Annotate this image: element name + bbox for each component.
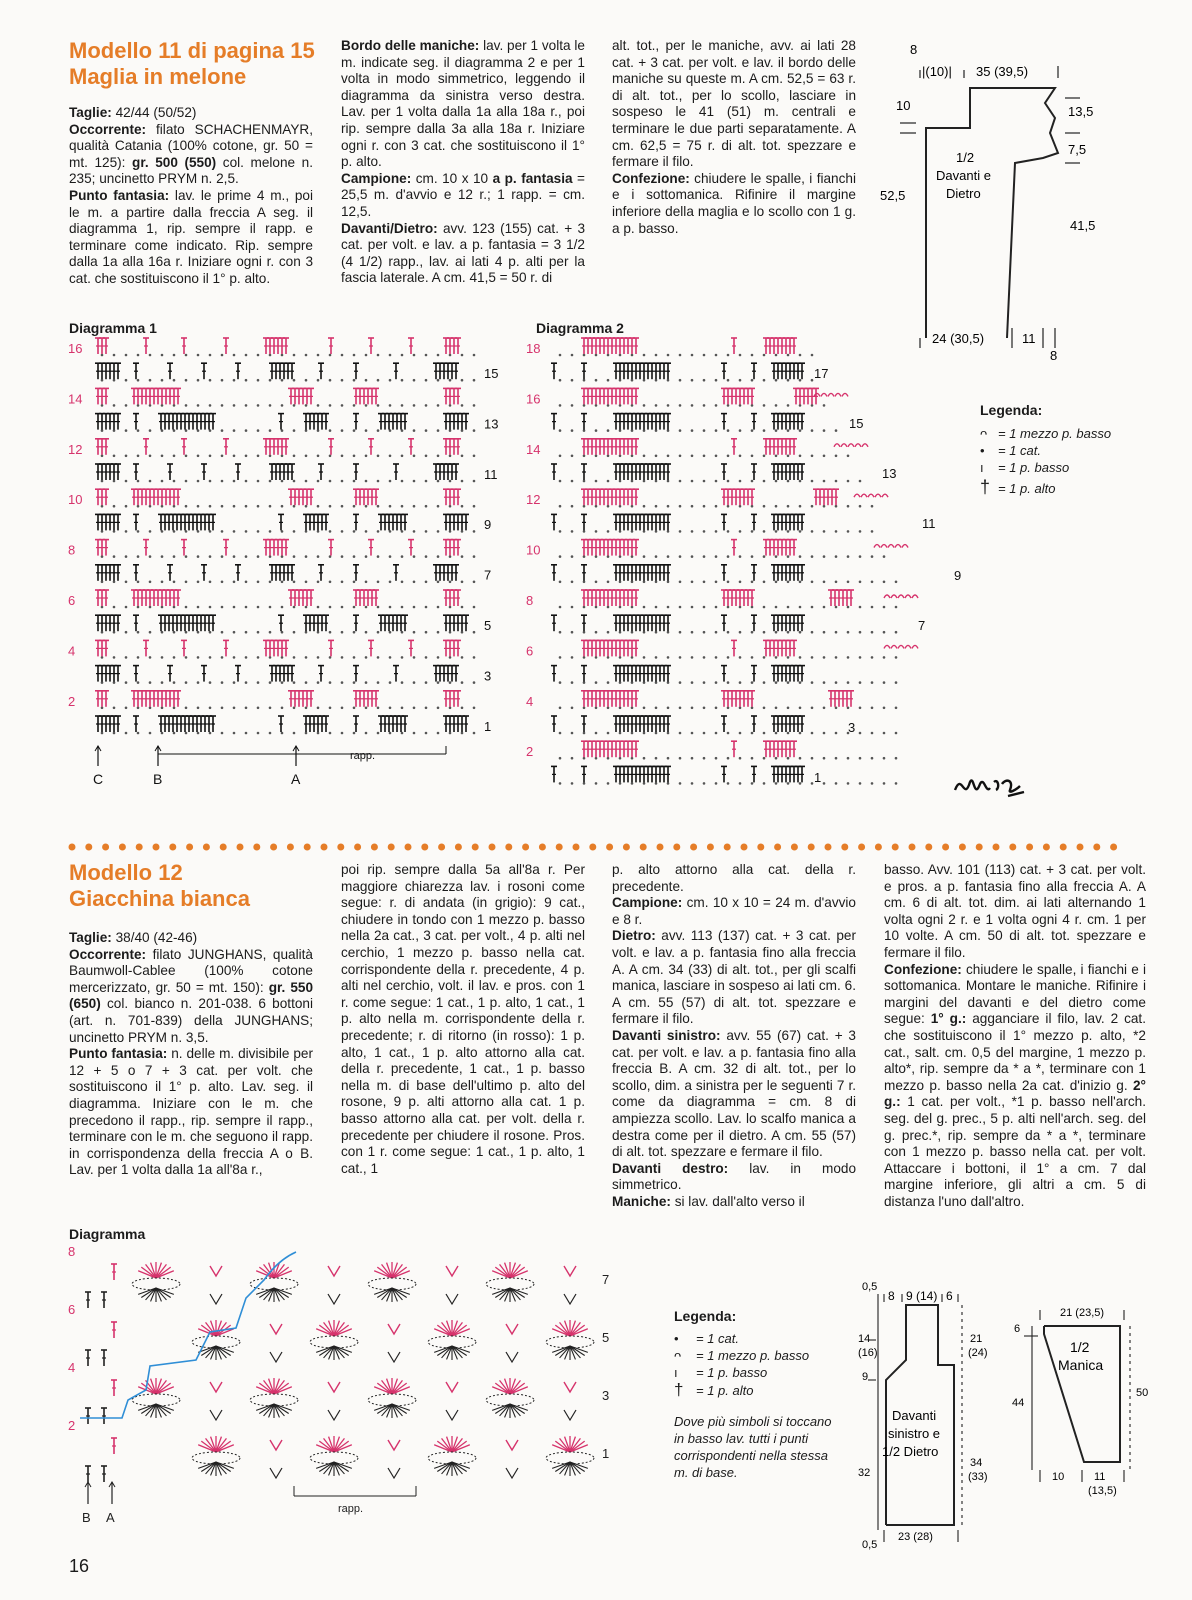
diagram2-row-12: 12 [526,492,541,508]
double-stitch-icon: † [674,1380,684,1399]
front-dim-14: 14 [858,1333,871,1345]
m12-diagram-row-5: 5 [602,1330,610,1345]
m12-legend [674,1308,854,1481]
single-stitch-icon: ı [674,1365,678,1380]
diagram1-row-14: 14 [68,391,83,407]
sleeve-dim-44: 44 [1012,1397,1025,1409]
diagram2-row-1: 1 [814,770,822,785]
m12-diagram-rapp: rapp. [338,1503,364,1515]
diagram2-row-18: 18 [526,341,541,356]
diagram2 [524,336,964,806]
diagram2-row-6: 6 [526,643,534,659]
diagram2-row-16: 16 [526,391,541,407]
m12-diagram [66,1240,646,1540]
front-dim-05-top: 0,5 [862,1281,878,1293]
half-stitch-icon: ᴖ [674,1348,682,1363]
front-dim-23: 23 (28) [898,1531,933,1543]
front-dim-6: 6 [946,1289,953,1303]
front-label-sinistro: sinistro e [888,1426,941,1441]
diagram1-row-12: 12 [68,441,83,457]
schema-dim-24: 24 (30,5) [932,331,985,346]
diagram1-row-7: 7 [484,567,492,583]
diagram1-row-11: 11 [484,466,498,482]
m11-schematic [880,38,1120,368]
m12-diagram-row-4: 4 [68,1360,76,1375]
diagram1-row-16: 16 [68,341,83,356]
schema-dim-11: 11 [1022,331,1036,346]
schema-dim-8-bottom: 8 [1050,348,1058,363]
legend-row-mezzo: ᴖ = 1 mezzo p. basso [980,426,1112,441]
m12-col1: Taglie: 38/40 (42-46) Occorrente: filato JUNGHANS, qualità Baumwoll-Cablee (100% cotone mercerizzato, gr. 50 = mt. 150): gr. 550 (650) col. bianco n. 201-038. 6 bottoni (art. n. 701-839) della JUNGHANS; uncinetto PRYM n. 3,5. Punto fantasia: n. delle m. divisibile per 12 + 5 o 7 + 3 cat. per volt. che sostituiscono il 1° p. alto. Lav. seg. il diagramma. Iniziare con le m. che precedono il rapp., rip. sempre il rapp., terminare con le m. che seguono il rapp. in corrispondenza della freccia A o B. Lav. per 1 volta dalla 1a all'8a r., [69,930,313,1178]
diagram2-row-8: 8 [526,593,534,608]
legend2-row-alto: † = 1 p. alto [674,1380,754,1399]
legend-row-alto: † = 1 p. alto [980,477,1056,497]
sleeve-half: 1/2 [1070,1339,1090,1355]
m12-diagram-row-8: 8 [68,1244,76,1259]
diagram2-row-4: 4 [526,693,534,709]
single-stitch-icon: ı [980,460,984,475]
m12-col3: p. alto attorno alla cat. della r. precedente. Campione: cm. 10 x 10 = 24 m. d'avvio e 8 r. Dietro: avv. 113 (137) cat. + 3 cat. per volt. e lav. a p. fantasia fino alla freccia A. A cm. 34 (33) di alt. tot., per gli scalfi manica, lasciare in sospeso ai lati cm. 6. A cm. 55 (57) di alt. tot. spezzare e fermare il filo. Davanti sinistro: avv. 55 (67) cat. + 3 cat. per volt. e lav. a p. fantasia fino alla freccia B. A cm. 32 di alt. tot., per lo scollo, dim. a sinistra per le seguenti 7 r. come da diagramma = cm. 8 di ampiezza scollo. Lav. lo scalfo manica a destra come per il dietro. A cm. 55 (57) di alt. tot. spezzare e fermare il filo. Davanti destro: lav. in modo simmetrico. Maniche: si lav. dall'alto verso il [612,862,857,1209]
diagram2-title: Diagramma 2 [536,320,624,336]
diagram1-row-15: 15 [484,366,499,381]
m12-diagram-row-1: 1 [602,1446,610,1461]
m12-diagram-title: Diagramma [69,1226,146,1242]
legend2-row-mezzo: ᴖ = 1 mezzo p. basso [674,1348,810,1363]
front-dim-24: (24) [968,1347,988,1359]
diagram2-row-15: 15 [849,416,864,431]
front-label-dietro: 1/2 Dietro [882,1444,939,1459]
front-dim-9: 9 (14) [906,1289,938,1303]
m11-col1: Taglie: 42/44 (50/52) Occorrente: filato SCHACHENMAYR, qualità Catania (100% cotone, gr. 50 = mt. 125): gr. 500 (550) col. melone n. 235; uncinetto PRYM n. 2,5. Punto fantasia: lav. le prime 4 m., poi le m. a partire dalla freccia A seg. il diagramma 1, rip. sempre il rapp. e terminare come indicato. Rip. sempre dalla 1a alla 16a r. Iniziare ogni r. con 3 cat. che sostituiscono il 1° p. alto. [69,105,313,286]
m12-col2: poi rip. sempre dalla 5a all'8a r. Per maggiore chiarezza lav. i rosoni come segue: r. di andata (in grigio): 9 cat., chiudere in tondo con 1 mezzo p. basso nella 2a cat., 3 cat. per volt., 4 p. alti nel cerchio, 1 mezzo p. basso nella cat. corrispondente della r. precedente, 4 p. alti nel cerchio, volt. il lav. e pros. con 1 r. come segue: 1 cat., 1 p. alto, 1 cat., 1 p. alto nella m. corrispondente della r. precedente; r. di ritorno (in rosso): 1 p. alto, 1 cat., 1 p. alto attorno alla cat. della r. precedente, 1 cat., 1 p. basso nella m. di base dell'ultimo p. alto del rosone, 9 p. alti attorno alla cat. 1 p. basso attorno alla cat. per volt. della r. precedente per chiudere il rosone. Pros. con 1 r. come segue: 1 cat., 1 p. alto, 1 cat., 1 [341,862,585,1176]
legend2-row-cat: • = 1 cat. [674,1331,739,1346]
sleeve-dim-6: 6 [1014,1323,1021,1335]
schema-dim-10-top: |(10)| [922,64,952,79]
m12-title [69,860,250,912]
diagram1-arrow-C: C [93,771,104,787]
sleeve-dim-10: 10 [1052,1471,1065,1483]
diagram1-row-1: 1 [484,718,492,734]
diagram1-arrow-A: A [291,771,301,787]
diagram2-row-3: 3 [848,720,856,735]
page-number: 16 [69,1556,90,1576]
m11-col2: Bordo delle maniche: lav. per 1 volta le m. indicate seg. il diagramma 2 e per 1 volta in modo simmetrico, leggendo il diagramma da sinistra verso destra. Lav. per 1 volta dalla 1a alla 18a r., poi rip. sempre dalla 3a alla 18a r. Iniziare ogni r. con 3 cat. che sostituiscono il 1° p. alto. Campione: cm. 10 x 10 a p. fantasia = 25,5 m. d'avvio e 12 r.; 1 rapp. = cm. 12,5. Davanti/Dietro: avv. 123 (155) cat. + 3 cat. per volt. e lav. a p. fantasia = 3 1/2 (4 1/2) rapp., lav. ai lati 4 p. alti per la fascia laterale. A cm. 41,5 = 50 r. di [341,38,585,286]
schema-dim-35: 35 (39,5) [976,64,1029,79]
front-dim-8: 8 [888,1289,895,1303]
diagram1-row-13: 13 [484,416,499,432]
front-dim-34: 34 [970,1457,983,1469]
diagram2-row-14: 14 [526,441,541,457]
diagram2-row-9: 9 [954,568,962,583]
schema-dim-8-top: 8 [910,42,918,57]
m12-diagram-arrow-A: A [106,1510,115,1525]
m12-legend-title: Legenda: [674,1308,737,1324]
front-dim-21: 21 [970,1333,983,1345]
front-dim-32: 32 [858,1467,871,1479]
diagram1-row-6: 6 [68,593,76,608]
half-stitch-icon: ᴖ [980,426,988,441]
m12-diagram-arrow-B: B [82,1510,91,1525]
schema-dim-52: 52,5 [880,188,906,203]
diagram2-row-17: 17 [814,366,829,381]
front-dim-33: (33) [968,1471,988,1483]
diagram1-row-4: 4 [68,643,76,659]
schema-dim-13: 13,5 [1068,104,1094,119]
diagram1-title: Diagramma 1 [69,320,157,336]
diagram1-arrow-B: B [153,771,163,787]
schema-dim-10-left: 10 [896,98,911,113]
m11-title-line1: Modello 11 di pagina 15 [69,38,315,63]
sleeve-dim-11: 11 [1094,1471,1106,1483]
diagram1-row-10: 10 [68,492,83,508]
signature-logo [950,762,1040,812]
diagram1-row-2: 2 [68,693,76,709]
m11-col3: alt. tot., per le maniche, avv. ai lati 28 cat. + 3 cat. per volt. e lav. il bordo delle maniche su queste m. A cm. 52,5 = 63 r. di alt. tot., per lo scollo, lasciare in sospeso le 41 (51) m. centrali e terminare le due parti separatamente. A cm. 62,5 = 75 r. di alt. tot. spezzare e fermare il filo. Confezione: chiudere le spalle, i fianchi e i sottomanica. Rifinire il margine inferiore della maglia e lo scollo con 1 g. a p. basso. [612,38,856,236]
chain-dot-icon: • [674,1331,679,1346]
m12-title-line1: Modello 12 [69,860,183,885]
diagram1 [66,336,506,796]
diagram2-row-2: 2 [526,744,534,760]
m12-front-schematic [858,1280,998,1550]
double-stitch-icon: † [980,477,991,497]
legend-row-cat: • = 1 cat. [980,443,1041,458]
front-dim-9-left: 9 [862,1371,869,1383]
sleeve-manica: Manica [1058,1357,1104,1373]
section-separator [68,840,1148,854]
front-label-davanti: Davanti [892,1408,937,1423]
legend2-row-basso: ı = 1 p. basso [674,1365,768,1380]
m11-title-line2: Maglia in melone [69,64,247,89]
schema-half: 1/2 [956,150,975,165]
diagram2-row-11: 11 [922,516,936,531]
schema-dietro: Dietro [946,186,981,201]
sleeve-dim-13: (13,5) [1088,1485,1117,1497]
diagram1-row-8: 8 [68,542,76,558]
m12-sleeve-schematic [1012,1300,1172,1520]
chain-dot-icon: • [980,443,985,458]
schema-davanti: Davanti e [936,168,991,183]
m12-col4: basso. Avv. 101 (113) cat. + 3 cat. per volt. e pros. a p. fantasia fino alla freccia A. A cm. 6 di alt. tot. dim. ai lati alternando 1 volta ogni 2 r. e 1 volta ogni 4 r. cm. 1 per 10 volte. A cm. 50 di alt. tot. spezzare e fermare il filo. Confezione: chiudere le spalle, i fianchi e i sottomanica. Montare le maniche. Rifinire i margini del davanti e del dietro come segue: 1° g.: agganciare il filo, lav. 2 cat. che sostituiscono il 1° mezzo p. alto, *2 cat., salt. cm. 0,5 del margine, 1 mezzo p. alto*, rip. sempre da * a *, terminare con 1 mezzo p. basso nella 2a cat. d'inizio g. 2° g.: 1 cat. per volt., *1 p. basso nell'arch. seg. del g. prec., 5 p. alti nell'arch. seg. del g. prec.*, rip. sempre da * a *, terminare con 1 mezzo p. basso nella cat. per volt. Attaccare i bottoni, il 1° a cm. 7 dal margine inferiore, gli altri a cm. 5 di distanza l'uno dall'altro. [884,862,1146,1209]
m12-title-line2: Giacchina bianca [69,886,250,911]
diagram1-rapp: rapp. [350,750,376,762]
front-dim-05-bottom: 0,5 [862,1539,878,1550]
m11-legend-title: Legenda: [980,402,1043,418]
legend-row-basso: ı = 1 p. basso [980,460,1070,475]
m11-title [69,38,315,90]
m12-legend-note: Dove più simboli si toccano in basso lav. tutti i punti corrispondenti nella stessa m. di base. [674,1414,832,1480]
m12-diagram-row-6: 6 [68,1302,76,1317]
schema-dim-7: 7,5 [1068,142,1087,157]
schema-dim-41: 41,5 [1070,218,1096,233]
m11-legend [980,402,1180,497]
diagram2-row-13: 13 [882,466,897,481]
sleeve-dim-21: 21 (23,5) [1060,1307,1105,1319]
m12-diagram-row-3: 3 [602,1388,610,1403]
front-dim-16: (16) [858,1347,878,1359]
sleeve-dim-50: 50 [1136,1387,1149,1399]
diagram2-row-7: 7 [918,618,926,633]
diagram1-row-3: 3 [484,668,492,684]
m12-diagram-row-7: 7 [602,1272,610,1287]
diagram2-row-10: 10 [526,542,541,558]
diagram1-row-9: 9 [484,517,492,533]
m12-diagram-row-2: 2 [68,1418,76,1433]
diagram1-row-5: 5 [484,618,492,633]
